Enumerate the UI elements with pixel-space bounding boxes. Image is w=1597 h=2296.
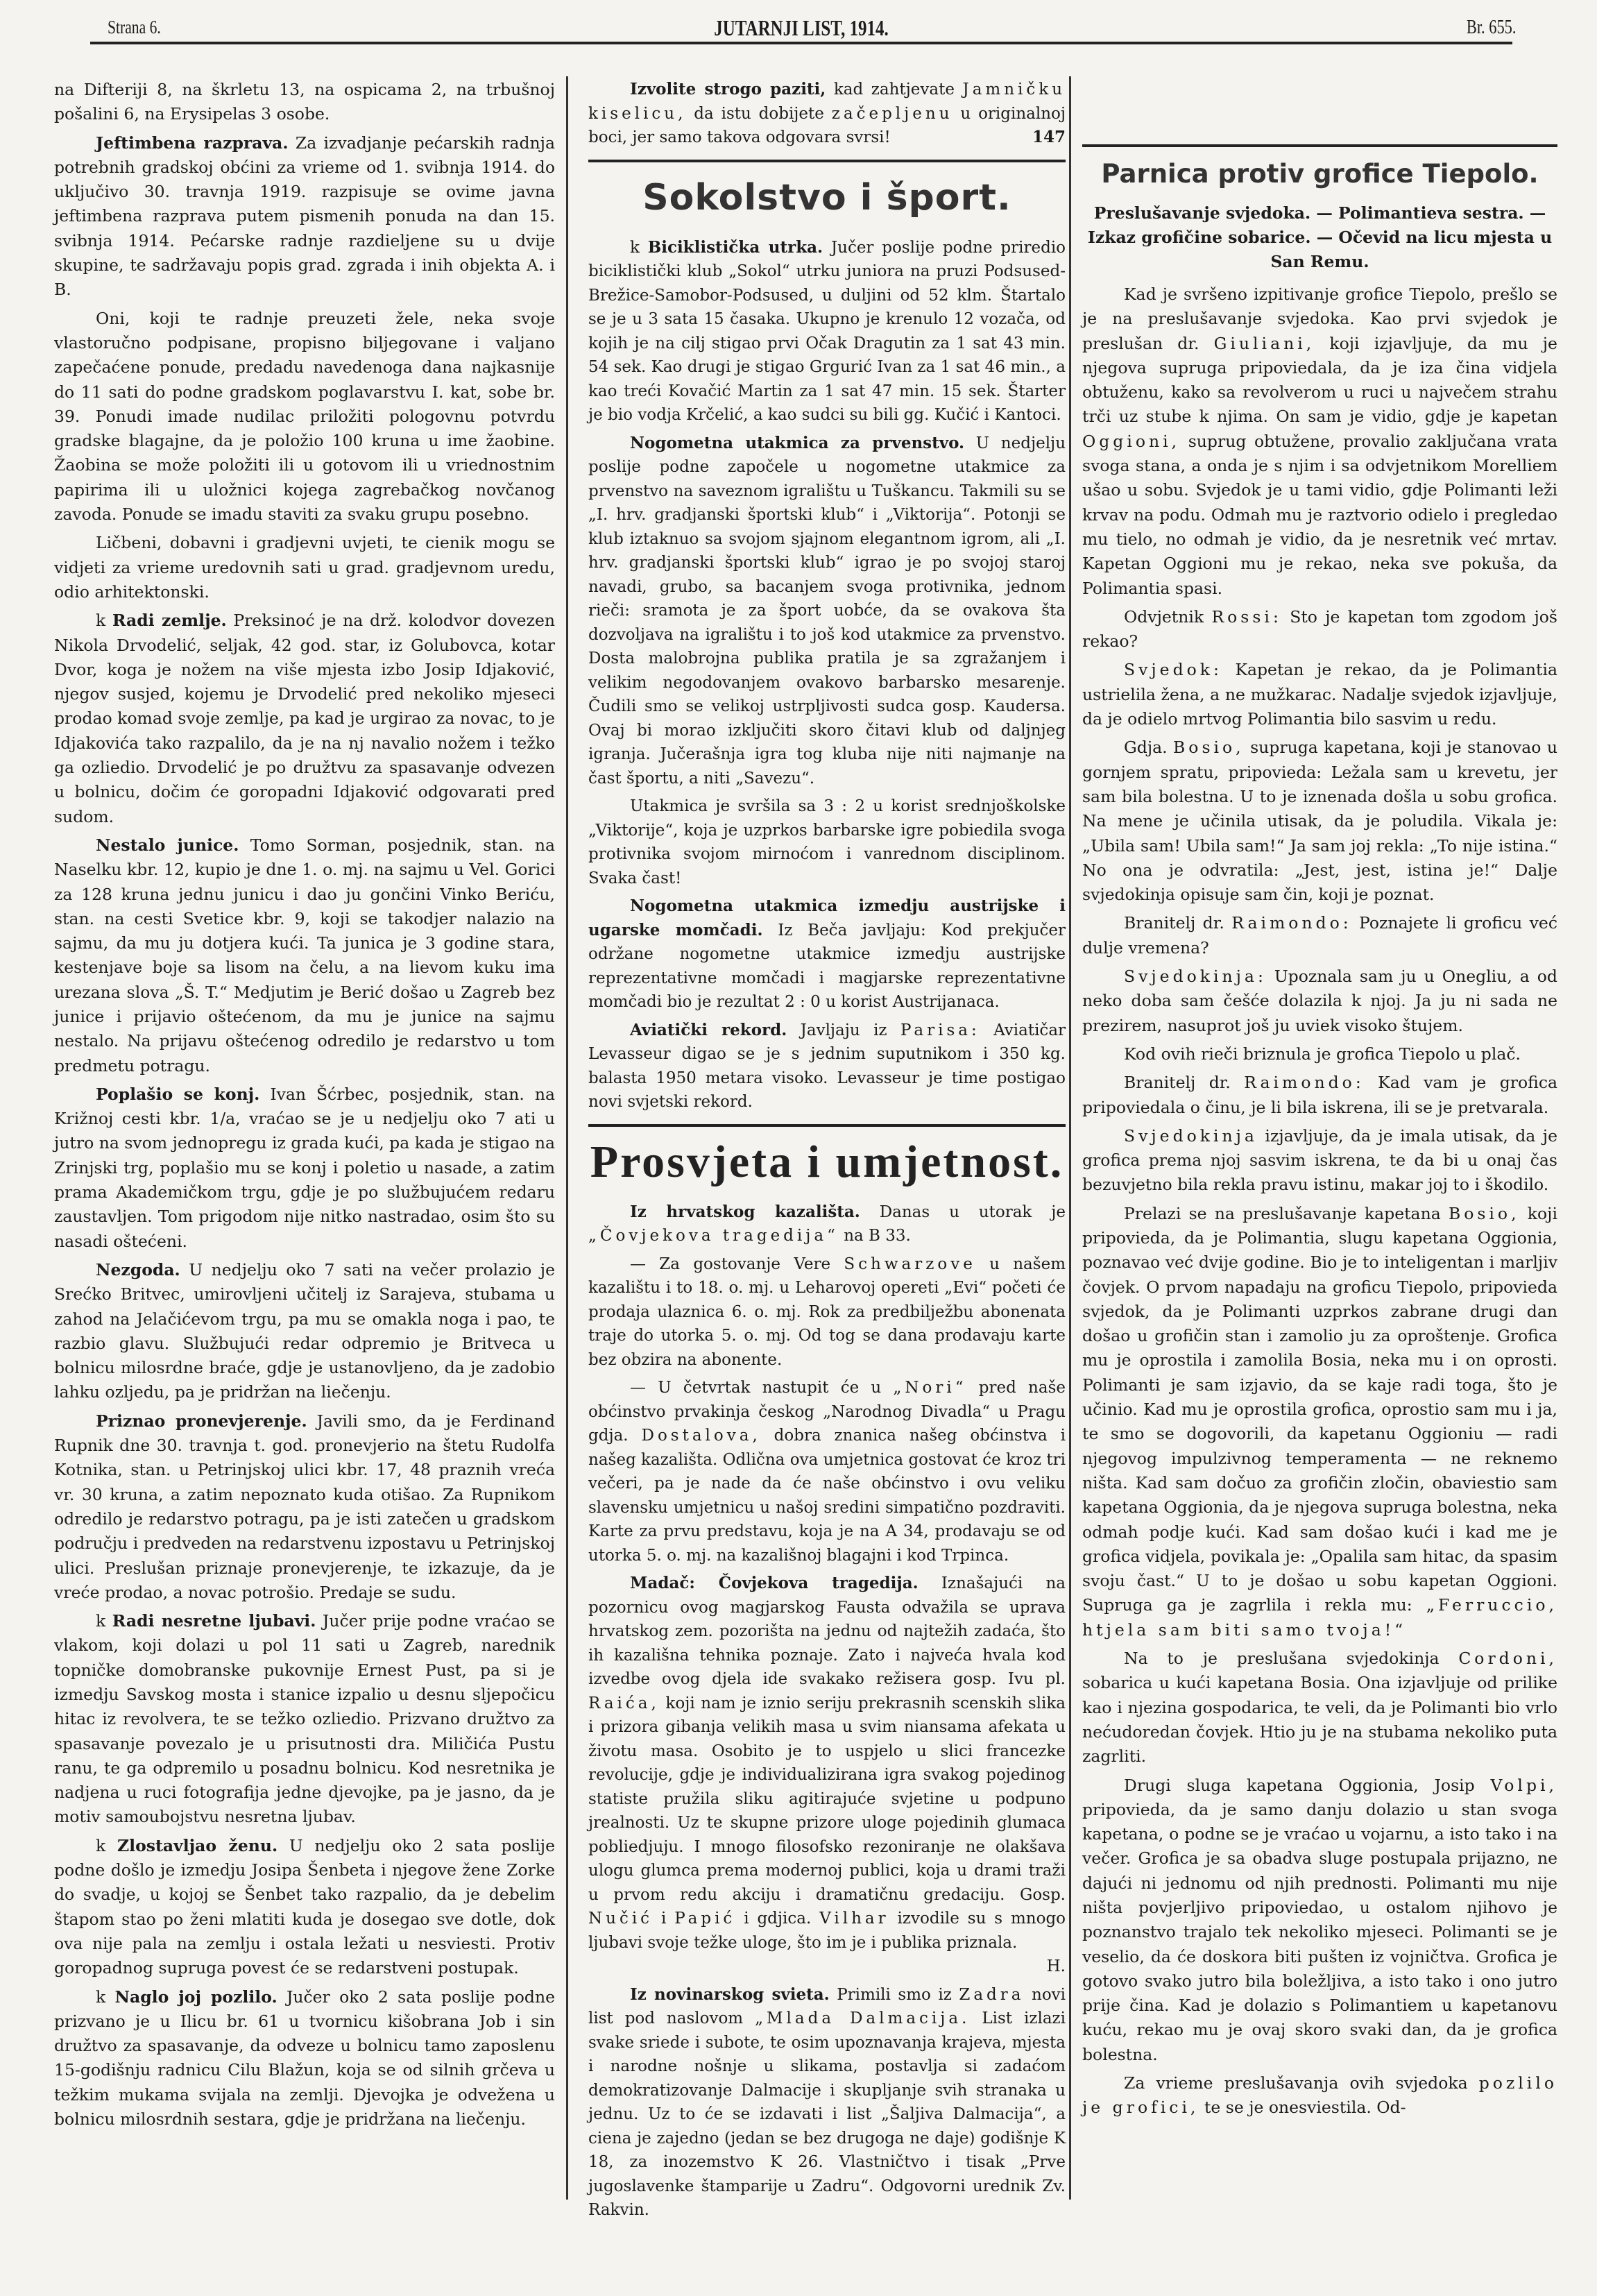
article-text: Aviatičar Levasseur digao se je s jednim suputnikom i 350 kg. balasta 1950 metara visoko. Levasseur je time postigao novi svjetski rekord.	[588, 1021, 1066, 1111]
article-madac-covjekova-tragedija	[588, 1572, 1066, 1979]
article-priznao-pronevjerenje	[54, 1409, 555, 1605]
article-marker: k	[96, 1835, 106, 1855]
article-heading: Madač: Čovjekova tragedija.	[630, 1574, 919, 1592]
article-text: te se je onesviestila. Od-	[1204, 2098, 1406, 2118]
paragraph	[1082, 964, 1557, 1038]
article-text: novi list pod naslovom	[588, 1985, 1066, 2027]
speaker-label: Svjedokinja	[1124, 1125, 1258, 1146]
article-text: „Mlada Dalmacija.	[755, 2009, 971, 2027]
article-text: Upoznala sam ju u Onegliu, a od neko doba sam češće dolazila k njoj. Ja ju ni sada ne prezirem, nasuprot još ju uviek visoko štujem.	[1082, 967, 1557, 1035]
person-name: Bosio,	[1448, 1203, 1520, 1223]
article-text: Sto je kapetan tom zgodom još rekao?	[1082, 606, 1557, 652]
article-text: Vilhar	[819, 1910, 889, 1928]
article-subhead: Preslušavanje svjedoka. — Polimantieva sestra. — Izkaz grofičine sobarice. — Očevid na licu mjesta u San Remu.	[1087, 203, 1553, 271]
article-heading: Nestalo junice.	[96, 835, 239, 855]
paragraph	[1082, 658, 1557, 731]
person-name: Rossi:	[1211, 606, 1282, 627]
article-text: koji pripovieda, da je Polimantia, slugu kapetana Oggionia, poznavao već dvije godine. Bio je to inteligentan i marljiv čovjek. O prvom napadaju na groficu Tiepolo, pripovieda svjedok, da je Polimanti uzprkos zabrane drugi dan došao u grofičin stan i zamolio ju za oproštenje. Grofica mu je oprostila i zamolila Bosia, neka mu i on oprosti. Polimanti je sam izjavio, da se kaje radi toga, što je učinio. Kad mu je oprostila grofica, oprostio sam mu i ja, te smo se dogovorili, da kapetanu Oggioniu — radi njegovog impulzivnog temperamenta — ne reknemo ništa. Kad sam dočuo za grofičin zločin, obaviestio sam kapetana Oggionia, da je njegova supruga bolestna, neka odmah podje kući. Kad sam došao kući i kad me je grofica vidjela, povikala je: „Opalila sam hitac, da spasim svoju čast.“ U to je došao u sobu kapetan Oggioni. Supruga ga je zagrlila i rekla mu:	[1082, 1203, 1557, 1615]
article-text: Primili smo iz	[837, 1985, 952, 2004]
header-rule	[90, 42, 1512, 44]
page-header	[87, 15, 1516, 43]
article-heading: Nogometna utakmica izmedju austrijske i ugarske momčadi.	[588, 896, 1066, 939]
article-marker: k	[630, 238, 640, 257]
article-radi-zemlje	[54, 609, 555, 829]
newspaper-title: JUTARNJI LIST, 1914.	[714, 15, 889, 40]
ad-number: 147	[1032, 128, 1066, 146]
article-text: Na to je preslušana svjedokinja	[1124, 1649, 1440, 1669]
ad-heading: Izvolite strogo paziti,	[630, 80, 826, 99]
article-text: Parisa:	[900, 1021, 980, 1039]
speaker-label: Svjedok:	[1124, 660, 1222, 680]
article-text: suprug obtužene, provalio zaključana vrata svoga stana, a onda je s njim i sa odvjetnikom Morelliem ušao u sobu. Svjedok je u tami vidio, gdje Polimanti leži krvav na podu. Odmah mu je raztvorio odielo i pregledao mu tielo, no odmah je vidio, da je nesretnik već mrtav. Kapetan Oggioni mu je rekao, neka sve pokuša, da Polimantia spasi.	[1082, 431, 1557, 598]
article-text: „Nori“	[893, 1379, 967, 1397]
article-text: Jučer oko 2 sata poslije podne prizvano je u Ilicu br. 61 u tvornicu kišobrana Job i sin družtvo za spasavanje, da odveze u bolnicu tamo zaposlenu 15-godišnju radnicu Cilu Blažun, koja se od silnih grčeva u težkim mukama svijala na zemlji. Djevojka je odvežena u bolnicu milosrdnih sestara, gdje je pridržana na liečenju.	[54, 1987, 555, 2129]
article-heading: Nezgoda.	[96, 1259, 180, 1279]
paragraph	[1082, 2071, 1557, 2120]
article-text: Kad je svršeno izpitivanje grofice Tiepolo, prešlo se je na preslušavanje svjedoka. Kao prvi svjedok je preslušan dr.	[1082, 284, 1557, 353]
ad-text: u originalnoj boci, jer samo takova odgovara svrsi!	[588, 104, 1066, 146]
article-heading: Naglo joj pozlilo.	[114, 1987, 277, 2007]
article-jeftimbena	[54, 131, 555, 303]
article-naglo-joj-pozlilo	[54, 1985, 555, 2132]
article-text: Javili smo, da je Ferdinand Rupnik dne 30. travnja t. god. pronevjerio na štetu Rudolfa Kotnika, stan. u Petrinjskoj ulici kbr. 17, 48 praznih vreća vr. 30 kruna, a zatim nepoznato kuda otišao. Za Rupnikom odredilo je redarstvo potragu, pa je isti zatečen u gradskom području i predveden na redarstvenu izpostavu u Petrinjskoj ulici. Preslušan priznaje pronevjerenje, te izkazuje, da je vreće prodao, a novac potrošio. Predaje se sudu.	[54, 1411, 555, 1602]
person-name: Volpi,	[1490, 1775, 1557, 1795]
article-text: dobra znanica našeg obćinstva i našeg kazališta. Odlična ova umjetnica gostovat će kroz tri večeri, pa je nade da će naše obćinstvo i ovu veliku slavensku umjetnicu u našoj sredini simpatično pozdraviti. Karte za prvu predstavu, koja je na A 34, prodavaju se od utorka 5. o. mj. na kazališnoj blagajni i kod Trpinca.	[588, 1427, 1066, 1565]
advertisement	[588, 78, 1066, 150]
article-marker: k	[96, 1987, 106, 2007]
article-text: List izlazi svake sriede i subote, te osim upoznavanja krajeva, mjesta i narodne nošnje u slikama, postavlja si zadaćom demokratizovanje Dalmacije i skupljanje svih stranaka u jednu. Uz to će se izdavati i list „Šaljiva Dalmacija“, a ciena je zajedno (jedan se bez drugoga ne daje) godišnje K 18, za inozemstvo K 26. Vlastničtvo i tisak „Prve jugoslavenke štamparije u Zadru“. Odgovorni urednik Zv. Rakvin.	[588, 2009, 1066, 2219]
article-text: Ivan Šćrbec, posjednik, stan. na Križnoj cesti kbr. 1/a, vraćao se je u nedjelju oko 7 ati u jutro na svom jednopregu iz grada kući, pa kada je stigao na Zrinjski trg, poplašio mu se konj i poletio u nasade, a zatim prama Akademičkom trgu, gdje je po službujućem redaru zaustavljen. Tom prigodom nije nitko nastradao, osim što su nasadi oštećeni.	[54, 1084, 555, 1251]
paragraph	[1082, 735, 1557, 907]
article-text: pred naše obćinstvo prvakinja českog „Narodnog Divadla“ u Pragu gdja.	[588, 1379, 1066, 1445]
article-text: Poznajete li groficu već dulje vremena?	[1082, 913, 1557, 958]
paragraph	[1082, 1071, 1557, 1120]
article-text: Iz Beča javljaju: Kod prekjučer održane nogometne utakmice izmedju austrijske reprezentativne momčadi i magjarske reprezentativne momčadi bio je rezultat 2 : 0 u korist Austrijanaca.	[588, 921, 1066, 1011]
column-divider	[566, 76, 568, 2200]
page-number: Strana 6.	[108, 17, 161, 37]
article-text: i gdjica.	[744, 1910, 812, 1928]
column-tiepolo-trial	[1082, 78, 1557, 2120]
article-text: Kapetan je rekao, da je Polimantia ustrielila žena, a ne mužkarac. Nadalje svjedok izjavljuje, da je odielo mrtvog Polimantia bilo sasvim u redu.	[1082, 660, 1557, 729]
article-text: Dostalova,	[641, 1427, 761, 1445]
article-text: Prelazi se na preslušavanje kapetana	[1124, 1203, 1441, 1223]
article-marker: k	[96, 1611, 106, 1631]
article-text: Nučić	[588, 1910, 654, 1928]
column-sport-arts	[588, 78, 1066, 2222]
paragraph	[588, 1252, 1066, 1372]
article-novinarski-svijet	[588, 1983, 1066, 2222]
article-text: Branitelj dr.	[1124, 1073, 1231, 1093]
column-divider	[1069, 76, 1071, 2200]
article-text: koji izjavljuje, da mu je njegova supruga pripoviedala, da je iza čina vidjela obtuženu, kako sa revolverom u ruci u največem strahu trči uz stube k njima. On sam je vidio, gdje je kapetan	[1082, 333, 1557, 427]
article-text: Iznašajući na pozornicu ovog magjarskog Fausta odvažila se uprava hrvatskog zem. pozorišta na jednu od najtežih zadaća, što ih kazališna tehnika poznaje. Zato i najveća hvala kod izvedbe ovog djela ide svakako režisera gosp. Ivu pl.	[588, 1574, 1066, 1688]
article-heading: Aviatički rekord.	[630, 1020, 787, 1039]
paragraph	[1082, 1774, 1557, 2068]
article-text: Preksinoć je na drž. kolodvor dovezen Nikola Drvodelić, seljak, 42 god. star, iz Golubovca, kotar Dvor, koga je nožem na više mjesta izbo Josip Idjaković, njegov susjed, kojemu je Drvodelić pred nekoliko mjeseci prodao komad svoje zemlje, pa kad je urgirao za novac, to je Idjakovića tako razpalilo, da je na nj navalio nožem i težko ga ozliedio. Drvodelić je po družtvu za spasavanje odvezen u bolnicu, dočim će goropadni Idjaković odgovarati pred sudom.	[54, 611, 555, 826]
article-text: koji nam je iznio seriju prekrasnih scenskih slika i prizora gibanja velikih masa u svim niansama afekata u životu masa. Osobito je to uspjelo u slici francezke revolucije, gdje je individualizirana igra svakog pojedinog statiste pružila sliku agitirajuće svjetine u podpuno jrealnosti. Uz te skupne prizore uloge pojedinih glumaca pobliedjuju. I mnogo filosofsko rezoniranje ne olakšava ulogu glumca prema modernoj publici, koja u drami traži u prvom redu akciju i dramatičnu gredaciju. Gosp.	[588, 1694, 1066, 1904]
article-heading: Radi zemlje.	[112, 611, 227, 631]
article-heading: Iz novinarskog svieta.	[630, 1984, 830, 2004]
article-heading: Iz hrvatskog kazališta.	[630, 1202, 860, 1221]
article-title-tiepolo: Parnica protiv grofice Tiepolo.	[1101, 159, 1539, 189]
article-biciklisticka-utrka	[588, 236, 1066, 427]
paragraph: Utakmica je svršila sa 3 : 2 u korist srednjoškolske „Viktorije“, koja je uzprkos barbarske igre pobiedila svoga protivnika svojom mirnoćom i vanrednom disciplinom. Svaka čast!	[588, 797, 1066, 887]
person-name: Bosio,	[1173, 738, 1245, 758]
article-text: Raića,	[588, 1694, 660, 1712]
person-name: Raimondo:	[1244, 1073, 1365, 1093]
article-text: — Za gostovanje Vere	[630, 1255, 831, 1273]
article-text: Odvjetnik	[1124, 606, 1204, 627]
article-heading: Zlostavljao ženu.	[117, 1835, 278, 1855]
article-text: Javljaju iz	[800, 1021, 887, 1039]
paragraph	[1082, 911, 1557, 960]
article-text: izvodile su s mnogo ljubavi svoje težke uloge, što im je i publika priznala.	[588, 1910, 1066, 1952]
article-text: Drugi sluga kapetana Oggionia, Josip	[1124, 1775, 1475, 1795]
article-marker: k	[96, 611, 106, 631]
article-text: Tomo Sorman, posjednik, stan. na Naselku kbr. 12, kupio je dne 1. o. mj. na sajmu u Vel. Gorici za 128 kruna jednu junicu i dao ju gončini Vinko Beriću, stan. na cesti Svetice kbr. 9, koji se takodjer nalazio na sajmu, da mu ju dotjera kući. Ta junica je 3 godine stara, kestenjave boje sa lisom na čelu, a na lievom kuku ima urezana slova „Š. T.“ Medjutim je Berić došao u Zagreb bez junice i prijavio oštećenom, da mu je junice na sajmu nestalo. Na prijavu oštećenog odredilo je redarstvo u tom predmetu potragu.	[54, 835, 555, 1075]
article-text: Jučer poslije podne priredio biciklistički klub „Sokol“ utrku juniora na pruzi Podsused-Brežice-Samobor-Podsused, u duljini od 52 klm. Štartalo se je u 3 sata 15 časaka. Ukupno je krenulo 12 vozača, od kojih je na cilj stigao prvi Očak Dragutin za 1 sat 43 min. 54 sek. Kao drugi je stigao Grgurić Ivan za 1 sat 46 min., a kao treći Kovačić Martin za 1 sat 47 min. 15 sek. Štarter je bio vodja Krčelić, a kao sudci su bili gg. Kučić i Kantoci.	[588, 238, 1066, 424]
article-text: i	[660, 1910, 667, 1928]
paragraph: Ličbeni, dobavni i gradjevni uvjeti, te cienik mogu se vidjeti za vrieme uredovnih sati u grad. gradjevnom uredu, odio arhitektonski.	[54, 533, 555, 602]
article-radi-nesretne-ljubavi	[54, 1609, 555, 1830]
section-rule	[1082, 144, 1557, 147]
article-text: sobarica u kući kapetana Bosia. Ona izjavljuje od prilike kao i njezina gospodarica, te veli, da je Polimanti bio vrlo nećudoredan čovjek. Htio ju je na stubama nekoliko puta zagrliti.	[1082, 1673, 1557, 1767]
article-heading: Biciklistička utrka.	[647, 237, 823, 257]
paragraph: Kod ovih rieči briznula je grofica Tiepolo u plač.	[1124, 1044, 1521, 1064]
person-name: Giuliani,	[1213, 333, 1315, 353]
article-heading: Nogometna utakmica za prvenstvo.	[630, 433, 965, 452]
article-text: Gdja.	[1124, 738, 1168, 758]
article-text: Schwarzove	[844, 1255, 976, 1273]
article-nezgoda	[54, 1258, 555, 1405]
person-name: Raimondo:	[1231, 913, 1352, 933]
paragraph: na Difteriji 8, na škrletu 13, na ospicama 2, na trbušnoj pošalini 6, na Erysipelas 3 osobe.	[54, 80, 555, 124]
ad-text: kad zahtjevate	[833, 80, 955, 99]
article-text: Za izvadjanje pećarskih radnja potrebnih gradskoj obćini za vrieme od 1. svibnja 1914. do uključivo 30. travnja 1919. razpisuje se ovime javna jeftimbena razprava putem pismenih ponuda na dan 15. svibnja 1914. Pećarske radnje razdieljene su u dvije skupine, te sadržavaju popis grad. zgrada i inih objekta A. i B.	[54, 133, 555, 300]
article-nestalo-junice	[54, 833, 555, 1078]
article-heading: Radi nesretne ljubavi.	[112, 1611, 316, 1631]
article-zlostavljao-zenu	[54, 1834, 555, 1981]
paragraph	[1082, 1202, 1557, 1642]
paragraph	[588, 1376, 1066, 1567]
section-heading-arts: Prosvjeta i umjetnost.	[590, 1136, 1064, 1187]
article-heading: Jeftimbena razprava.	[96, 133, 289, 153]
article-text: Danas u utorak je	[879, 1202, 1066, 1221]
author-signature: H.	[1046, 1957, 1066, 1975]
article-text: Jučer prije podne vraćao se vlakom, koji dolazi u pol 11 sati u Zagreb, narednik topničke domobranske pukovnije Ernest Pust, pa si je izmedju Savskog mosta i stanice izpalio u desnu sljepočicu hitac iz revolvera, te se težko ozliedio. Prizvano družtvo za spasavanje povezalo je u prisutnosti dra. Miličića Pustu ranu, te ga odpremilo u posadnu bolnicu. Kod nesretnika je nadjena u ruci fotografija jedne djevojke, pa je jasno, da je motiv samoubojstvu nesretna ljubav.	[54, 1611, 555, 1827]
article-hrvatsko-kazaliste	[588, 1200, 1066, 1248]
article-heading: Poplašio se konj.	[96, 1084, 260, 1104]
article-text: U nedjelju oko 7 sati na večer prolazio je Srećko Britvec, umirovljeni učitelj iz Sarajeva, stubama u zahod na Jelačićevom trgu, pa mu se omakla noga i pao, te razbio glavu. Službujući redar odpremio je Britveca u bolnicu milosrdne braće, gdje je ustanovljeno, da je zadobio lahku ozljedu, pa je pridržan na liečenju.	[54, 1259, 555, 1402]
article-nogometna-austrija-ugarska	[588, 894, 1066, 1014]
article-poplasio-se-konj	[54, 1082, 555, 1254]
paragraph	[1082, 605, 1557, 654]
section-rule	[588, 1124, 1066, 1127]
section-rule	[588, 160, 1066, 162]
person-name: Oggioni,	[1082, 431, 1181, 451]
ad-emphasis: začepljenu	[831, 104, 953, 123]
paragraph: Oni, koji te radnje preuzeti žele, neka svoje vlastoručno podpisane, propisno biljegovane i valjano zapečaćene ponude, predadu navedenoga dana najkasnije do 11 sati do podne gradskom poglavarstvu I. kat, sobe br. 39. Ponudi imade nudilac priložiti pologovnu potvrdu gradske blagajne, da je položio 100 kruna u ime žaobine. Žaobina se može položiti ili u gotovom ili u vriednostnim papirima ili u uložnici kojega zagrebačkog novčanog zavoda. Ponude se imadu staviti za svaku grupu posebno.	[54, 308, 555, 525]
article-text: Kad vam je grofica pripoviedala o činu, je li bila iskrena, ili se je pretvarala.	[1082, 1073, 1557, 1117]
article-text: U nedjelju poslije podne započele u nogometne utakmice za prvenstvo na saveznom igralištu u Tuškancu. Takmili su se „I. hrv. gradjanski športski klub“ i „Viktorija“. Potonji se klub iztaknuo sa svojom sjajnom elegantnom igrom, ali „I. hrv. gradjanski športski klub“ igrao je po svojoj staroj navadi, grubo, sa bacanjem svoga protivnika, jednom rieči: sramota je za šport uobće, da se ovakova šta dozvoljava na igralištu i to još kod utakmice za prvenstvo. Dosta malobrojna publika pratila je sa zgražanjem i velikim negodovanjem ovakovo barbarsko mesarenje. Čudili smo se velikoj ustrpljivosti sudca gosp. Kaudersa. Ovaj bi morao izključiti skoro čitavi klub od daljnjeg igranja. Jučerašnja igra tog kluba nije niti najmanje na čast športu, a niti „Savezu“.	[588, 434, 1066, 788]
article-text: supruga kapetana, koji je stanovao u gornjem spratu, pripovieda: Ležala sam u krevetu, jer sam bila bolestna. U to je iznenada došla u sobu grofica. Na mene je učinila utisak, da je poludila. Vikala je: „Ubila sam! Ubila sam!“ Ja sam joj rekla: „To nije istina.“ No ona je odvratila: „Jest, jest, istina je!“ Dalje svjedokinja opisuje sam čin, koji je poznat.	[1082, 738, 1557, 905]
article-heading: Priznao pronevjerenje.	[96, 1411, 307, 1431]
issue-number: Br. 655.	[1466, 17, 1516, 38]
article-text: Za vrieme preslušavanja ovih svjedoka	[1124, 2073, 1468, 2093]
article-text: u našem kazalištu i to 18. o. mj. u Leharovoj opereti „Evi“ početi će prodaja ulaznica 6. o. mj. Rok za predbilježbu abonenata traje do utorka 5. o. mj. Od tog se dana prodavaju karte bez obzira na abonente.	[588, 1255, 1066, 1369]
article-text: Branitelj dr.	[1124, 913, 1224, 933]
article-text: „Čovjekova tragedija“	[588, 1227, 839, 1245]
article-text: pripovieda, da je samo danju dolazio u stan svoga kapetana, o podne se je vraćao u vojarnu, a isto tako i na večer. Grofica je sa obadva sluge postupala prijazno, ne dajući ni jednomu od njih prednosti. Polimanti mu nije ništa povjerljivo pripoviedao, u ostalom njihovo je poznanstvo trajalo tek nekoliko mjeseci. Polimanti se je veselio, da će doskora biti pušten iz vojničtva. Grofica je gotovo svako jutro bila boležljiva, a isto tako i ono jutro prije čina. Kad je dolazio s Polimantiem u kapetanovu kuću, rekao mu je ovaj skoro svaki dan, da je grofica bolestna.	[1082, 1799, 1557, 2064]
section-heading-sport: Sokolstvo i šport.	[642, 176, 1011, 219]
article-nogometna-prvenstvo	[588, 432, 1066, 791]
article-text: na B 33.	[844, 1227, 911, 1245]
ad-product: Jamničku kiselicu,	[588, 80, 1066, 123]
paragraph	[1082, 1124, 1557, 1198]
article-text: U nedjelju oko 2 sata poslije podne došlo je izmedju Josipa Šenbeta i njegove žene Zorke do svadje, u kojoj se Šenbet tako razpalio, da je debelim štapom stao po ženi mlatiti kuda je dosegao sve dotle, dok ova nije pala na zemlju i ostala ležati u nesviesti. Protiv goropadnog supruga povest će se redarstveni postupak.	[54, 1835, 555, 1978]
article-text: Papić	[674, 1910, 736, 1928]
article-text: pozlilo je grofici,	[1082, 2073, 1557, 2118]
article-text: izjavljuje, da je imala utisak, da je grofica prema njoj sasvim iskrena, te da bi u onaj čas bezuvjetno bila rekla pravu istinu, makar joj to i škodilo.	[1082, 1125, 1557, 1195]
article-text: Zadra	[959, 1985, 1025, 2004]
article-text: — U četvrtak nastupit će u	[630, 1379, 882, 1397]
quotation: „Ferruccio, htjela sam biti samo tvoja!“	[1082, 1595, 1557, 1640]
paragraph	[1082, 282, 1557, 601]
person-name: Cordoni,	[1458, 1649, 1557, 1669]
paragraph	[1082, 1647, 1557, 1769]
column-local-news	[54, 78, 555, 2132]
ad-text: da istu dobijete	[694, 104, 824, 123]
article-aviaticki-rekord	[588, 1019, 1066, 1114]
speaker-label: Svjedokinja:	[1124, 967, 1267, 987]
